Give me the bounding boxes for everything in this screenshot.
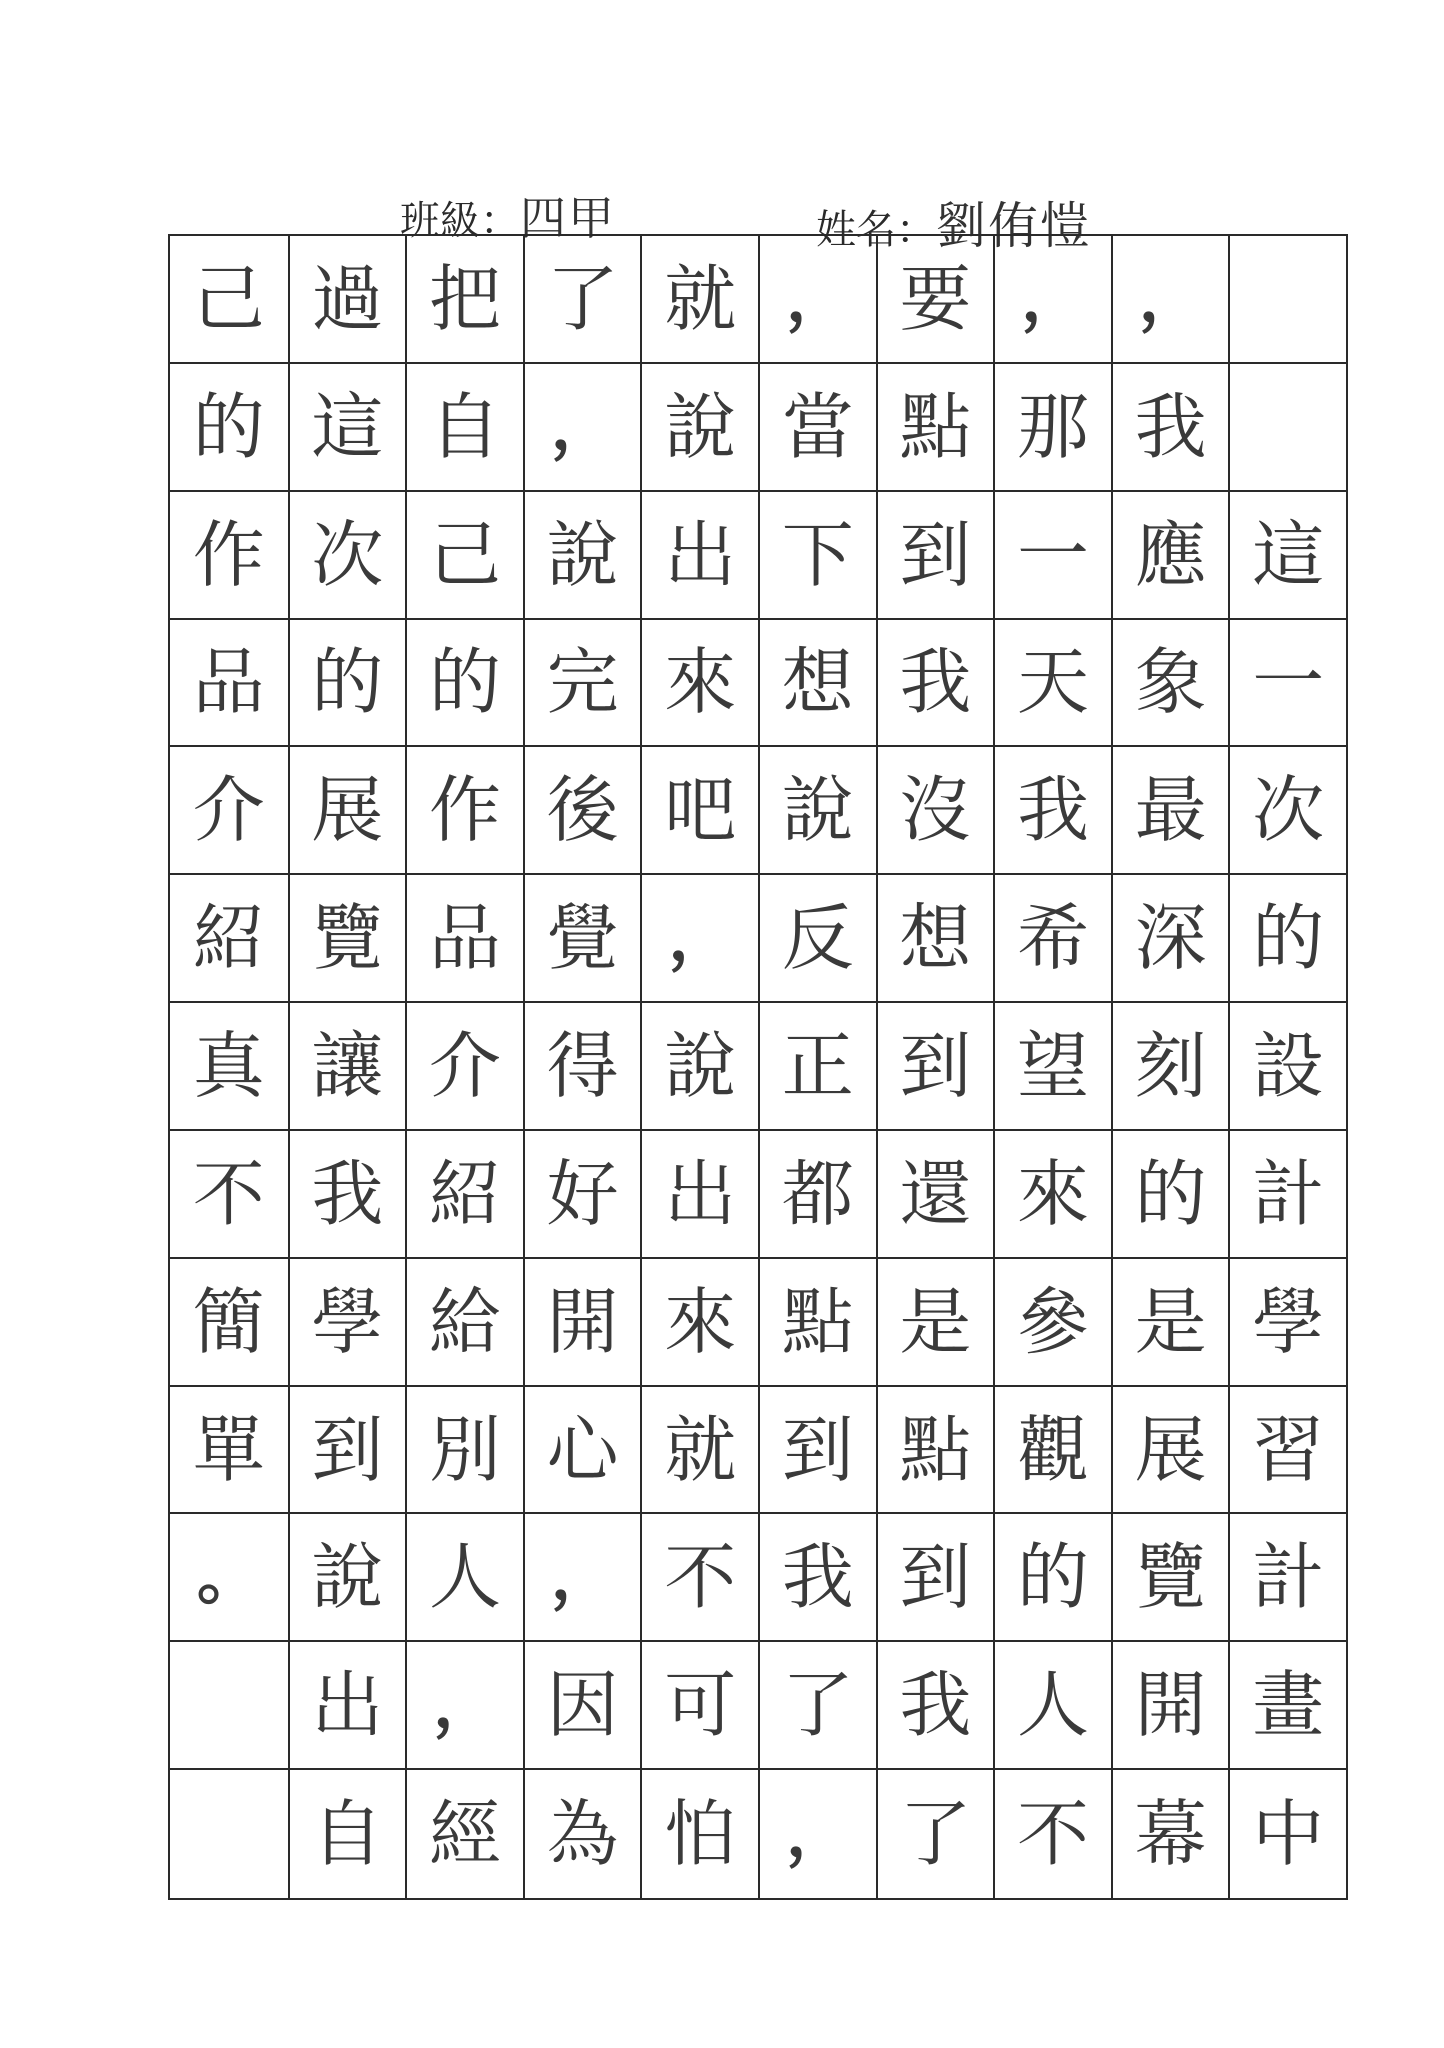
class-label: 班級： [400,198,520,244]
grid-cell: 我 [876,1642,994,1770]
grid-cell: 開 [1111,1642,1229,1770]
grid-cell: 這 [1228,492,1346,620]
grid-cell: ， [758,236,876,364]
grid-cell: 幕 [1111,1770,1229,1898]
grid-cell: 說 [523,492,641,620]
grid-cell: 不 [640,1514,758,1642]
grid-cell: 學 [288,1259,406,1387]
grid-cell: 計 [1228,1514,1346,1642]
grid-cell: 人 [405,1514,523,1642]
grid-cell: 真 [170,1003,288,1131]
grid-cell: 我 [758,1514,876,1642]
grid-cell: 後 [523,747,641,875]
grid-cell: 心 [523,1387,641,1515]
writing-grid [168,234,1348,1900]
grid-cell: 要 [876,236,994,364]
grid-cell: 我 [288,1131,406,1259]
grid-cell: 下 [758,492,876,620]
grid-cell: 覽 [288,875,406,1003]
grid-cell: 的 [1228,875,1346,1003]
grid-cell: 可 [640,1642,758,1770]
grid-cell: 來 [640,620,758,748]
grid-cell: 吧 [640,747,758,875]
grid-cell: 品 [405,875,523,1003]
grid-cell: 展 [1111,1387,1229,1515]
grid-cell: 人 [993,1642,1111,1770]
grid-cell: 想 [876,875,994,1003]
grid-cell [1228,236,1346,364]
worksheet-header [0,168,1444,255]
grid-cell: 一 [1228,620,1346,748]
grid-cell [170,1770,288,1898]
grid-cell: 天 [993,620,1111,748]
grid-cell: 這 [288,364,406,492]
grid-cell: 都 [758,1131,876,1259]
grid-cell: 一 [993,492,1111,620]
grid-cell: 給 [405,1259,523,1387]
grid-cell: 不 [993,1770,1111,1898]
grid-cell: ， [1111,236,1229,364]
grid-cell: 到 [876,1514,994,1642]
grid-cell: ， [758,1770,876,1898]
grid-cell: 說 [288,1514,406,1642]
grid-cell: 的 [405,620,523,748]
grid-cell: 就 [640,1387,758,1515]
grid-cell: 觀 [993,1387,1111,1515]
grid-cell: 中 [1228,1770,1346,1898]
grid-cell: 到 [288,1387,406,1515]
grid-cell: 經 [405,1770,523,1898]
grid-cell: 了 [758,1642,876,1770]
grid-cell: 習 [1228,1387,1346,1515]
grid-cell: 是 [876,1259,994,1387]
grid-cell: 得 [523,1003,641,1131]
grid-cell: 當 [758,364,876,492]
grid-cell: 過 [288,236,406,364]
grid-cell: 沒 [876,747,994,875]
grid-cell: 紹 [405,1131,523,1259]
grid-cell: 就 [640,236,758,364]
grid-cell: 作 [170,492,288,620]
grid-cell: 出 [640,492,758,620]
grid-cell: 紹 [170,875,288,1003]
grid-cell: 到 [876,1003,994,1131]
grid-cell: ， [405,1642,523,1770]
grid-cell: 深 [1111,875,1229,1003]
grid-cell: 次 [288,492,406,620]
grid-cell: 為 [523,1770,641,1898]
grid-cell: 開 [523,1259,641,1387]
grid-cell: 怕 [640,1770,758,1898]
grid-cell: 展 [288,747,406,875]
grid-cell: 次 [1228,747,1346,875]
grid-cell: 別 [405,1387,523,1515]
grid-cell [1228,364,1346,492]
grid-cell: 品 [170,620,288,748]
grid-cell: 了 [876,1770,994,1898]
grid-cell: 讓 [288,1003,406,1131]
grid-cell: 自 [405,364,523,492]
grid-cell: 反 [758,875,876,1003]
grid-cell: 學 [1228,1259,1346,1387]
grid-cell: 出 [288,1642,406,1770]
grid-cell: 出 [640,1131,758,1259]
grid-cell: 不 [170,1131,288,1259]
grid-cell: 覺 [523,875,641,1003]
grid-cell: 正 [758,1003,876,1131]
grid-cell: 說 [640,1003,758,1131]
grid-cell: 因 [523,1642,641,1770]
grid-cell: 是 [1111,1259,1229,1387]
grid-cell: 那 [993,364,1111,492]
grid-cell: 把 [405,236,523,364]
grid-cell: ， [640,875,758,1003]
grid-cell: ， [993,236,1111,364]
grid-cell: 的 [170,364,288,492]
grid-cell: 己 [405,492,523,620]
grid-cell: 望 [993,1003,1111,1131]
grid-cell: 介 [170,747,288,875]
grid-cell: 到 [876,492,994,620]
grid-cell: 還 [876,1131,994,1259]
name-value: 劉侑愷 [936,197,1092,255]
grid-cell: 自 [288,1770,406,1898]
grid-cell: 希 [993,875,1111,1003]
grid-cell: 好 [523,1131,641,1259]
grid-cell: 說 [758,747,876,875]
grid-cell: 點 [876,364,994,492]
grid-cell: 己 [170,236,288,364]
grid-cell: 簡 [170,1259,288,1387]
grid-cell: 介 [405,1003,523,1131]
grid-cell: 單 [170,1387,288,1515]
grid-cell: 的 [288,620,406,748]
grid-cell: 完 [523,620,641,748]
grid-cell: 我 [1111,364,1229,492]
grid-cell: 想 [758,620,876,748]
grid-cell: 計 [1228,1131,1346,1259]
grid-cell: 設 [1228,1003,1346,1131]
grid-cell: 象 [1111,620,1229,748]
grid-cell: 來 [640,1259,758,1387]
grid-cell: 刻 [1111,1003,1229,1131]
grid-cell: 作 [405,747,523,875]
grid-cell [170,1642,288,1770]
grid-cell: 點 [876,1387,994,1515]
grid-cell: 的 [993,1514,1111,1642]
grid-cell: 參 [993,1259,1111,1387]
grid-cell: 了 [523,236,641,364]
grid-cell: 覽 [1111,1514,1229,1642]
grid-cell: ， [523,1514,641,1642]
grid-cell: 到 [758,1387,876,1515]
grid-cell: ， [523,364,641,492]
grid-cell: 說 [640,364,758,492]
grid-cell: 我 [876,620,994,748]
class-value: 四甲 [520,191,616,245]
grid-cell: 畫 [1228,1642,1346,1770]
grid-cell: 應 [1111,492,1229,620]
name-label: 姓名： [816,207,936,253]
grid-cell: 。 [170,1514,288,1642]
grid-cell: 來 [993,1131,1111,1259]
grid-cell: 點 [758,1259,876,1387]
grid-cell: 的 [1111,1131,1229,1259]
grid-cell: 我 [993,747,1111,875]
grid-cell: 最 [1111,747,1229,875]
